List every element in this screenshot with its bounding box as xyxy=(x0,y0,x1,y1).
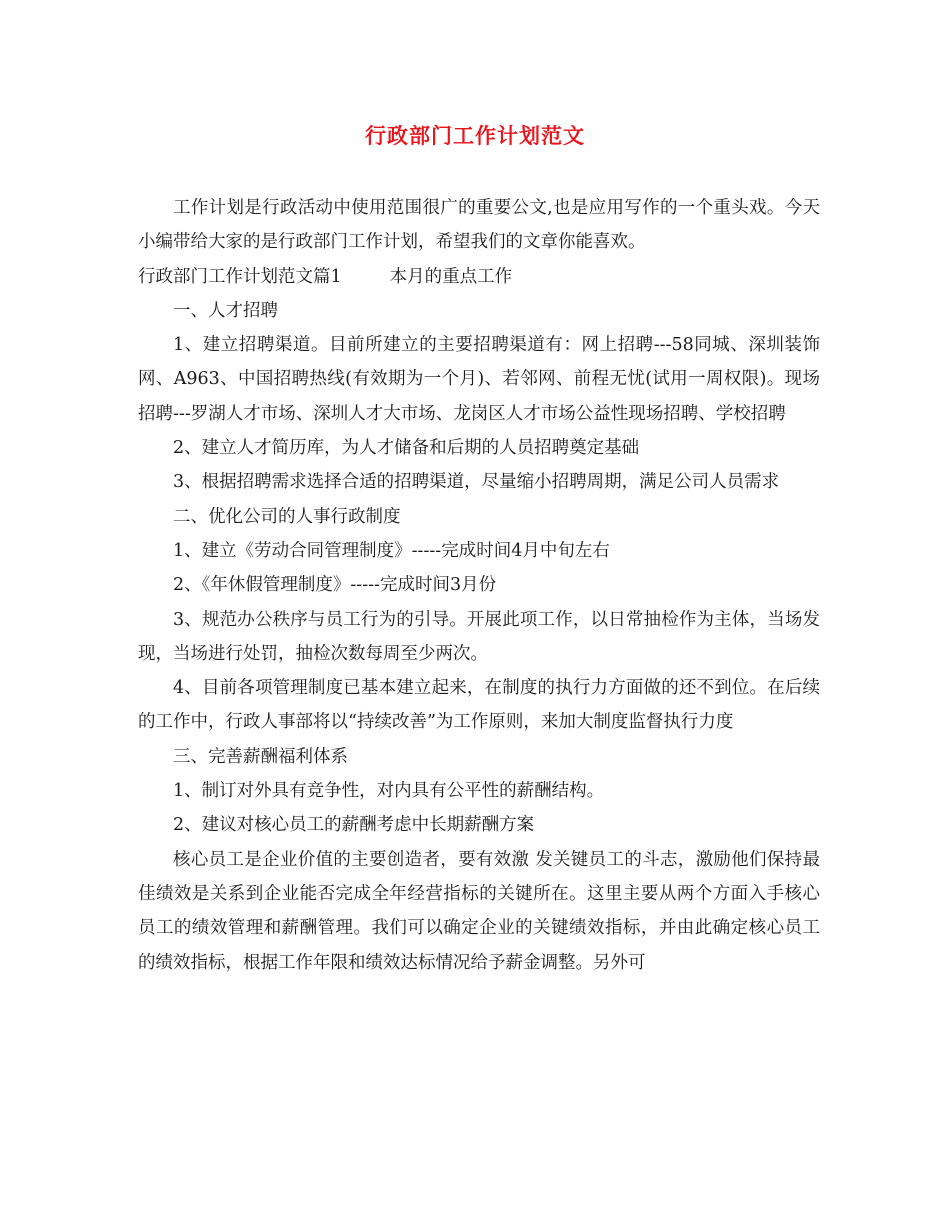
compensation-item-1: 1、制订对外具有竞争性，对内具有公平性的薪酬结构。 xyxy=(173,781,605,802)
heading-recruitment: 一、人才招聘 xyxy=(173,300,278,321)
policy-item-3: 3、规范办公秩序与员工行为的引导。开展此项工作，以日常抽检作为主体，当场发现，当场进行处罚，抽检次数每周至少两次。 xyxy=(138,609,820,664)
policy-item-4: 4、目前各项管理制度已基本建立起来，在制度的执行力方面做的还不到位。在后续的工作中，行政人事部将以“持续改善”为工作原则，来加大制度监督执行力度 xyxy=(138,678,820,733)
section-label: 行政部门工作计划范文篇1 xyxy=(138,266,342,287)
section-heading-line xyxy=(138,260,820,294)
recruitment-item-3: 3、根据招聘需求选择合适的招聘渠道，尽量缩小招聘周期，满足公司人员需求 xyxy=(173,472,780,493)
recruitment-item-1: 1、建立招聘渠道。目前所建立的主要招聘渠道有：网上招聘---58同城、深圳装饰网、A963、中国招聘热线(有效期为一个月)、若邻网、前程无忧(试用一周权限)。现场招聘---罗湖人才市场、深圳人才大市场、龙岗区人才市场公益性现场招聘、学校招聘 xyxy=(138,335,820,424)
compensation-item-2: 2、建议对核心员工的薪酬考虑中长期薪酬方案 xyxy=(173,815,535,836)
policy-item-2: 2、《年休假管理制度》-----完成时间3月份 xyxy=(173,575,497,596)
heading-compensation: 三、完善薪酬福利体系 xyxy=(173,746,348,767)
section-subtitle: 本月的重点工作 xyxy=(389,266,513,287)
document-body xyxy=(138,191,820,980)
policy-item-1: 1、建立《劳动合同管理制度》-----完成时间4月中旬左右 xyxy=(173,540,610,561)
document-title: 行政部门工作计划范文 xyxy=(365,123,585,148)
core-staff-paragraph: 核心员工是企业价值的主要创造者，要有效激 发关键员工的斗志，激励他们保持最佳绩效是关系到企业能否完成全年经营指标的关键所在。这里主要从两个方面入手核心员工的绩效管理和薪酬管理。我们可以确定企业的关键绩效指标，并由此确定核心员工的绩效指标，根据工作年限和绩效达标情况给予薪金调整。另外可 xyxy=(138,849,820,973)
intro-paragraph: 工作计划是行政活动中使用范围很广的重要公文,也是应用写作的一个重头戏。今天小编带给大家的是行政部门工作计划，希望我们的文章你能喜欢。 xyxy=(138,198,820,253)
recruitment-item-2: 2、建立人才简历库，为人才储备和后期的人员招聘奠定基础 xyxy=(173,438,640,459)
heading-policy: 二、优化公司的人事行政制度 xyxy=(173,506,401,527)
